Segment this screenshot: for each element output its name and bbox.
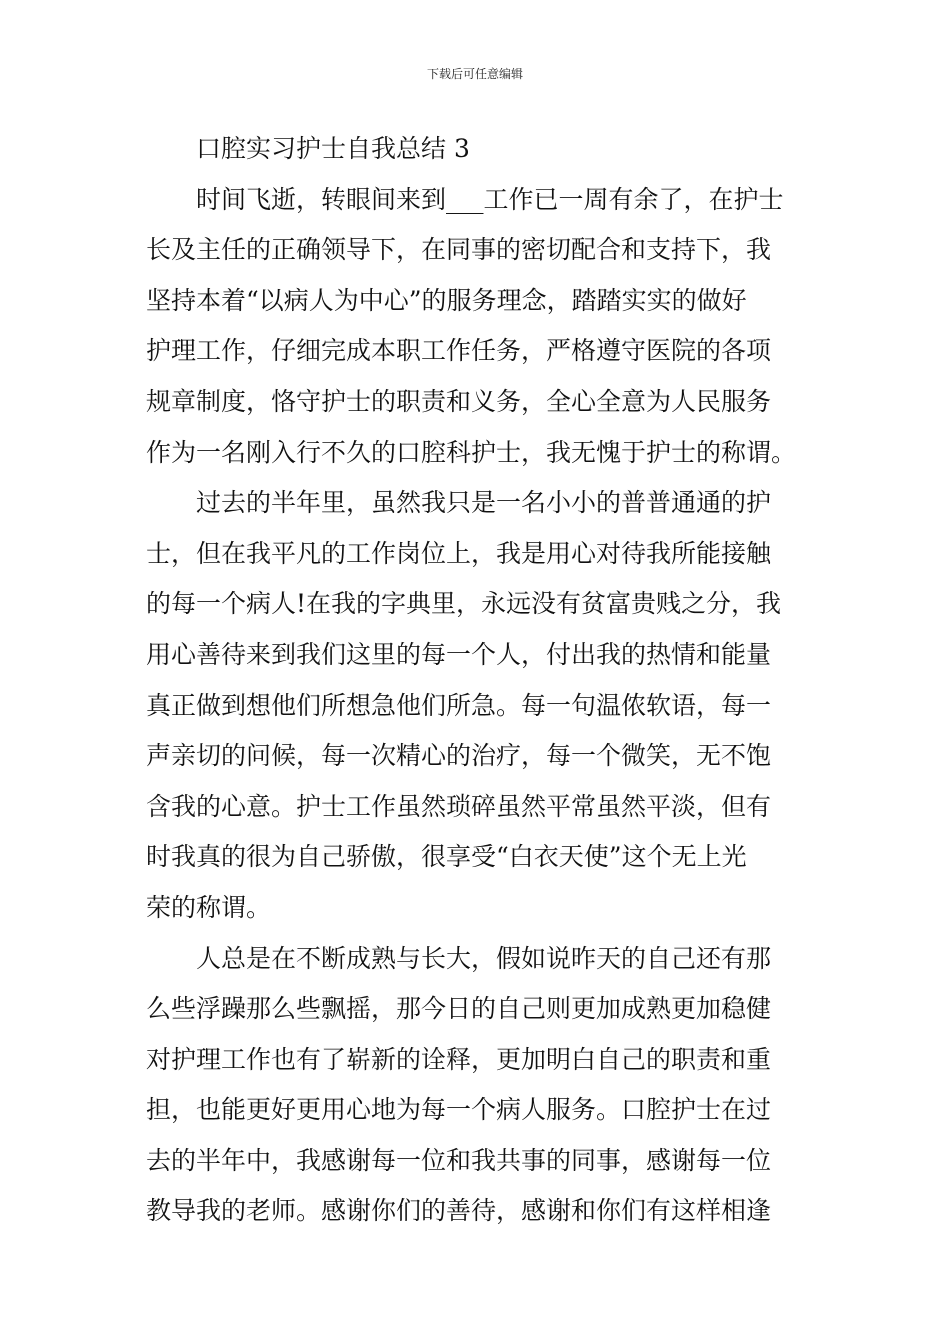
text-line: 教导我的老师。感谢你们的善待，感谢和你们有这样相逢 [146,1196,772,1226]
text-line: 过去的半年里，虽然我只是一名小小的普普通通的护 [196,488,772,518]
text-line: 用心善待来到我们这里的每一个人，付出我的热情和能量 [146,639,772,669]
text-line: 担，也能更好更用心地为每一个病人服务。口腔护士在过 [146,1095,772,1125]
text-line: 对护理工作也有了崭新的诠释，更加明白自己的职责和重 [146,1044,772,1074]
text-line: 的每一个病人!在我的字典里，永远没有贫富贵贱之分，我 [146,589,782,619]
text-line: 含我的心意。护士工作虽然琐碎虽然平常虽然平淡，但有 [146,791,772,821]
text-line: 么些浮躁那么些飘摇，那今日的自己则更加成熟更加稳健 [146,994,772,1024]
text-line: 护理工作，仔细完成本职工作任务，严格遵守医院的各项 [146,336,772,366]
text-line: 作为一名刚入行不久的口腔科护士，我无愧于护士的称谓。 [146,437,797,467]
text-line: 声亲切的问候，每一次精心的治疗，每一个微笑，无不饱 [146,741,772,771]
text-line: 人总是在不断成熟与长大，假如说昨天的自己还有那 [196,943,772,973]
text-line: 口腔实习护士自我总结 3 [196,134,470,163]
text-line: 真正做到想他们所想急他们所急。每一句温侬软语，每一 [146,690,772,720]
document-body [146,124,806,1237]
text-line: 时间飞逝，转眼间来到___工作已一周有余了，在护士 [196,184,784,214]
text-line: 坚持本着“以病人为中心”的服务理念，踏踏实实的做好 [146,285,747,315]
text-line: 长及主任的正确领导下，在同事的密切配合和支持下，我 [146,235,772,265]
text-line: 荣的称谓。 [146,892,272,922]
text-line: 时我真的很为自己骄傲，很享受“白衣天使”这个无上光 [146,842,747,872]
text-line: 士，但在我平凡的工作岗位上，我是用心对待我所能接触 [146,538,772,568]
download-note: 下载后可任意编辑 [426,67,523,81]
text-line: 规章制度，恪守护士的职责和义务，全心全意为人民服务 [146,386,772,416]
text-line: 去的半年中，我感谢每一位和我共事的同事，感谢每一位 [146,1145,772,1175]
